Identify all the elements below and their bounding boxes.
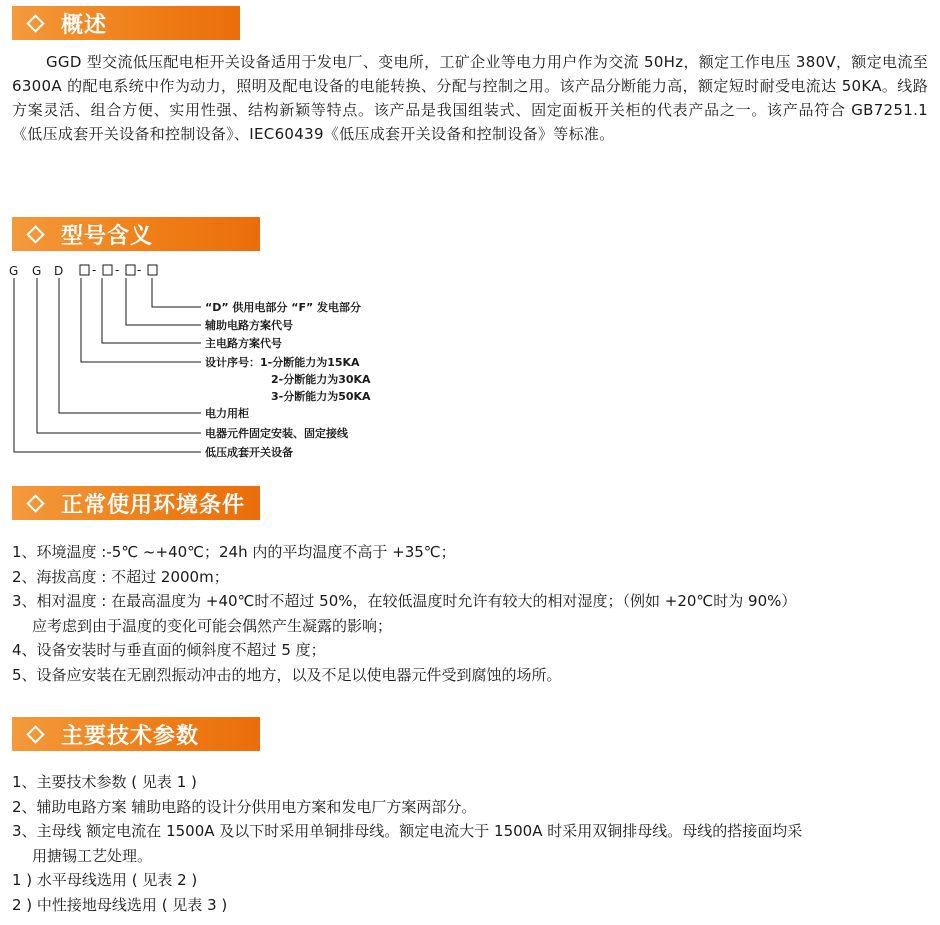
code-box-main (80, 265, 89, 275)
leader-lv (14, 278, 201, 452)
section-header-environment (12, 486, 260, 520)
list-item: 2 ) 中性接地母线选用 ( 见表 3 ) (12, 895, 228, 914)
code-box-aux (103, 265, 112, 275)
label-power: 电力用柜 (205, 407, 249, 420)
section-header-technical (12, 717, 260, 751)
code-sep: - (137, 263, 142, 277)
list-item: 应考虑到由于温度的变化可能会偶然产生凝露的影响； (32, 616, 393, 635)
code-letter-g1: G (9, 264, 19, 278)
list-item: 2、辅助电路方案 辅助电路的设计分供用电方案和发电厂方案两部分。 (12, 797, 477, 816)
label-design-2: 2-分断能力为30KA (271, 373, 371, 386)
code-box-df (148, 265, 157, 275)
code-sep: - (92, 263, 97, 277)
leader-power (59, 278, 201, 413)
list-item: 1、环境温度 :-5℃ ~+40℃；24h 内的平均温度不高于 +35℃； (12, 543, 456, 561)
label-lv: 低压成套开关设备 (205, 446, 293, 459)
label-aux: 辅助电路方案代号 (205, 319, 293, 332)
list-item: 4、设备安装时与垂直面的倾斜度不超过 5 度； (12, 641, 326, 659)
section-header-overview (12, 6, 240, 40)
section-title: 概述 (61, 11, 108, 38)
diamond-icon (26, 725, 44, 743)
leader-df (152, 278, 201, 307)
leader-design (81, 278, 201, 362)
label-design-3: 3-分断能力为50KA (271, 390, 371, 403)
code-box-design (126, 265, 135, 275)
leader-aux (126, 278, 201, 325)
section-title: 主要技术参数 (61, 722, 200, 749)
section-header-model (12, 217, 260, 251)
label-fixed: 电器元件固定安装、固定接线 (205, 427, 348, 440)
list-item: 1 ) 水平母线选用 ( 见表 2 ) (12, 871, 198, 889)
list-item: 3、相对温度 : 在最高温度为 +40℃时不超过 50%，在较低温度时允许有较大的相对湿度；（例如 +20℃时为 90%） (12, 592, 797, 610)
diamond-icon (26, 14, 44, 32)
overview-paragraph: GGD 型交流低压配电柜开关设备适用于发电厂、变电所，工矿企业等电力用户作为交流 50Hz，额定工作电压 380V，额定电流至 6300A 的配电系统中作为动力，照明及配电设备的电能转换、分配与控制之用。该产品分断能力高，额定短时耐受电流达 50KA。线路方案灵活、组合方便、实用性强、结构新颖等特点。该产品是我国组装式、固定面板开关柜的代表产品之一。该产品符合 GB7251.1《低压成套开关设备和控制设备》、IEC60439《低压成套开关设备和控制设备》等标准。 (12, 53, 928, 143)
leader-fixed (37, 278, 201, 433)
list-item: 5、设备应安装在无剧烈振动冲击的地方，以及不足以使电器元件受到腐蚀的场所。 (12, 665, 562, 684)
technical-list (12, 770, 928, 917)
code-sep: - (115, 263, 120, 277)
label-df: “D” 供用电部分 “F” 发电部分 (205, 301, 362, 314)
list-item: 3、主母线 额定电流在 1500A 及以下时采用单铜排母线。额定电流大于 1500A 时采用双铜排母线。母线的搭接面均采 (12, 822, 803, 840)
list-item: 2、海拔高度 : 不超过 2000m； (12, 567, 229, 586)
code-letter-d: D (54, 264, 64, 278)
code-letter-g2: G (32, 264, 42, 278)
diamond-icon (26, 494, 44, 512)
list-item: 1、主要技术参数 ( 见表 1 ) (12, 773, 197, 791)
label-design-1: 设计序号：1-分断能力为15KA (205, 356, 360, 369)
diamond-icon (26, 225, 44, 243)
model-code-diagram (0, 258, 420, 463)
section-title: 型号含义 (61, 222, 154, 249)
section-title: 正常使用环境条件 (61, 491, 246, 518)
label-main: 主电路方案代号 (205, 337, 282, 350)
environment-list (12, 540, 928, 687)
list-item: 用搪锡工艺处理。 (32, 846, 153, 865)
